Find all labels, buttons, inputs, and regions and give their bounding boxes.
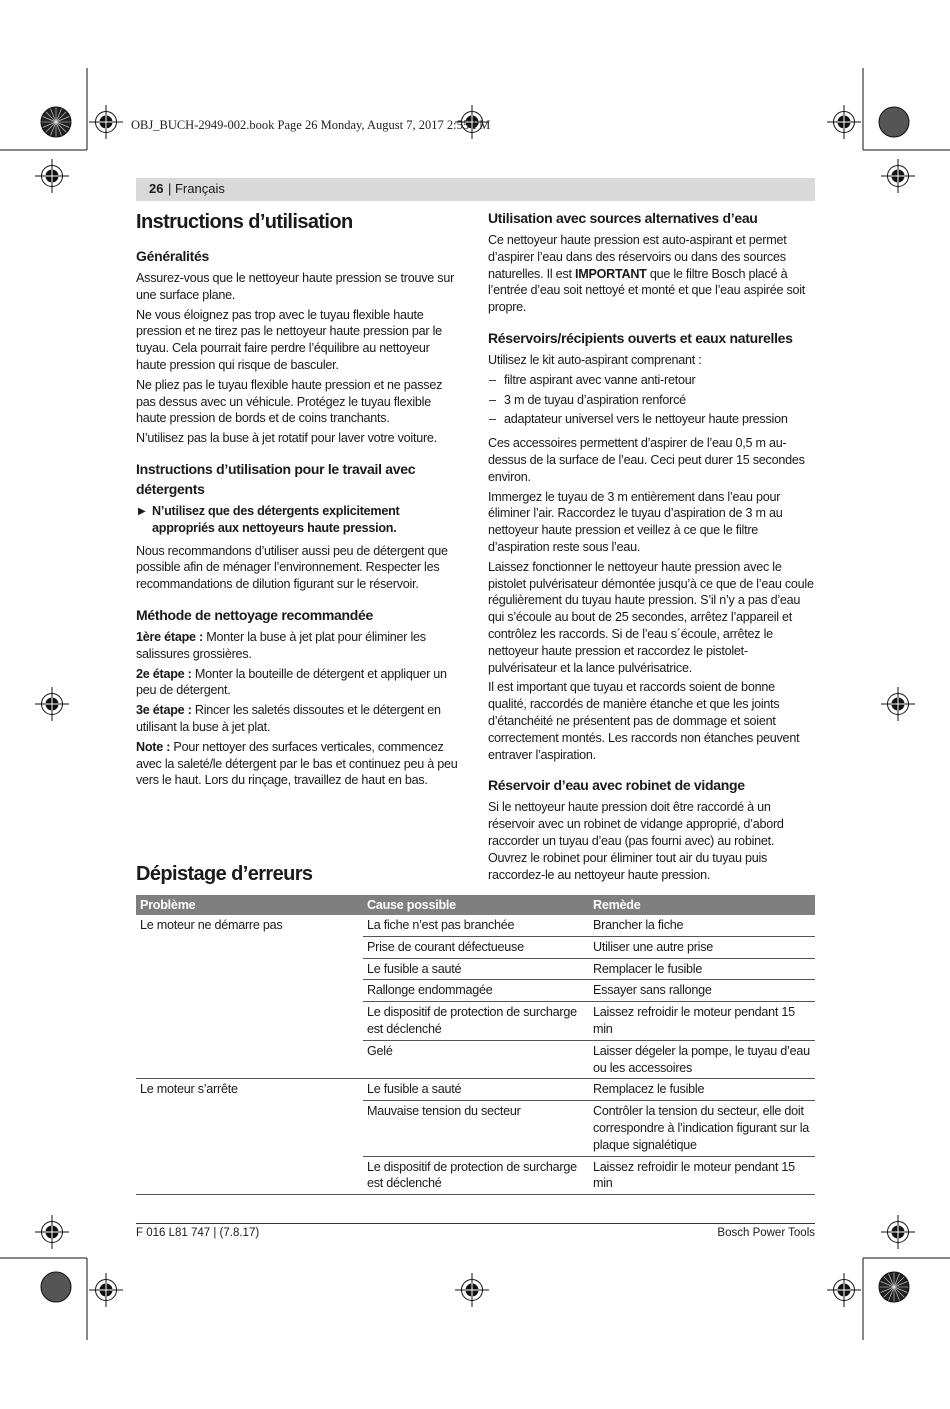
heading-robinet: Réservoir d’eau avec robinet de vidange — [488, 777, 745, 794]
left-column — [136, 204, 463, 792]
important-text: IMPORTANT — [574, 266, 647, 281]
warning-text: N’utilisez que des détergents explicitement appropriés aux nettoyeurs haute pression. — [152, 503, 400, 535]
paragraph: Si le nettoyeur haute pression doit être raccordé à un réservoir avec un robinet de vidange approprié, d’abord raccorder un tuyau d’eau (pas fourni avec) au robinet. Ouvrez le robinet pour éliminer tout air du tuyau puis raccordez-le au nettoyeur haute pression. — [488, 800, 784, 882]
triangle-bullet-icon: ▶ — [138, 505, 146, 517]
list-item-text: 3 m de tuyau d’aspiration renforcé — [504, 392, 686, 407]
list-item-text: adaptateur universel vers le nettoyeur haute pression — [504, 412, 788, 427]
text-run: que le filtre Bosch placé à l’entrée d’eau soit nettoyé et monté et que l’eau aspirée soit propre. — [488, 266, 806, 315]
list-item-text: filtre aspirant avec vanne anti-retour — [504, 372, 696, 387]
cause-cell: Le fusible a sauté — [363, 1079, 589, 1101]
header-problem: Problème — [136, 895, 363, 915]
paragraph: Ne vous éloignez pas trop avec le tuyau flexible haute pression et ne tirez pas le nettoyeur haute pression par le tuyau. Cela pourrait faire perdre l’équilibre au nettoyeur haute pression qui risque de basculer. — [136, 307, 442, 372]
heading-detergents: Instructions d’utilisation pour le travail avec détergents — [136, 460, 416, 497]
cause-cell: Rallonge endommagée — [363, 980, 589, 1002]
remedy-cell: Laissez refroidir le moteur pendant 15 min — [589, 1156, 815, 1195]
page-language: | Français — [168, 181, 225, 196]
step-1 — [136, 629, 463, 663]
section-title-troubleshooting: Dépistage d’erreurs — [136, 863, 313, 885]
troubleshooting-table — [136, 895, 815, 1195]
paragraph — [488, 232, 815, 316]
remedy-cell: Remplacer le fusible — [589, 958, 815, 980]
remedy-cell: Laissez refroidir le moteur pendant 15 min — [589, 1002, 815, 1041]
cause-cell: Gelé — [363, 1040, 589, 1079]
remedy-cell: Essayer sans rallonge — [589, 980, 815, 1002]
heading-alt-sources: Utilisation avec sources alternatives d’eau — [488, 210, 758, 226]
print-header: OBJ_BUCH-2949-002.book Page 26 Monday, August 7, 2017 2:55 PM — [131, 118, 491, 132]
header-cause: Cause possible — [363, 895, 589, 915]
page-number: 26 — [149, 181, 164, 196]
cause-cell: Mauvaise tension du secteur — [363, 1101, 589, 1156]
list-item — [488, 372, 815, 389]
section-title-instructions: Instructions d’utilisation — [136, 211, 353, 233]
footer-rule — [136, 1223, 815, 1224]
paragraph: N’utilisez pas la buse à jet rotatif pour laver votre voiture. — [136, 431, 437, 446]
dash-bullet: – — [489, 372, 496, 387]
remedy-cell: Remplacez le fusible — [589, 1079, 815, 1101]
paragraph: Immergez le tuyau de 3 m entièrement dans l’eau pour éliminer l’air. Raccordez le tuyau d’aspiration de 3 m au nettoyeur haute pression et veillez à ce que le filtre d’aspiration reste sous l’eau. — [488, 489, 783, 554]
step-label: 3e étape : — [136, 703, 192, 718]
text-run: Ce nettoyeur haute pression est auto-aspirant et permet d’aspirer l’eau dans des réservoirs ou dans des sources naturelles. Il est — [488, 233, 787, 281]
problem-cell: Le moteur s’arrête — [136, 1079, 363, 1195]
remedy-cell: Contrôler la tension du secteur, elle doit correspondre à l’indication figurant sur la plaque signalétique — [589, 1101, 815, 1156]
table-row — [136, 1079, 815, 1101]
step-text: Rincer les saletés dissoutes et le détergent en utilisant la buse à jet plat. — [136, 703, 441, 734]
heading-methode: Méthode de nettoyage recommandée — [136, 606, 374, 623]
header-remedy: Remède — [589, 895, 815, 915]
paragraph: Ces accessoires permettent d’aspirer de l’eau 0,5 m au-dessus de la surface de l’eau. Ceci peut durer 15 secondes environ. — [488, 436, 805, 484]
right-column — [488, 208, 815, 886]
note — [136, 739, 463, 789]
table-header-row — [136, 895, 815, 915]
paragraph: Laissez fonctionner le nettoyeur haute pression avec le pistolet pulvérisateur démontée jusqu’à ce que de l’eau coule régulièrement du tuyau haute pression. S’il n’y a pas d’eau qui s’écoule au bout de 25 secondes, arrêtez l’appareil et contrôlez les raccords. Si de l’eau s´écoule, arrêtez le nettoyeur haute pression et raccordez le pistolet-pulvérisateur et la lance pulvérisatrice. — [488, 559, 814, 675]
remedy-cell: Utiliser une autre prise — [589, 936, 815, 958]
step-3 — [136, 702, 463, 736]
cause-cell: Le dispositif de protection de surcharge est déclenché — [363, 1002, 589, 1041]
paragraph: Utilisez le kit auto-aspirant comprenant : — [488, 352, 702, 367]
step-text: Monter la bouteille de détergent et appliquer un peu de détergent. — [136, 666, 447, 698]
note-label: Note : — [136, 739, 171, 754]
list-item — [488, 411, 815, 428]
problem-cell: Le moteur ne démarre pas — [136, 915, 363, 1079]
paragraph: Assurez-vous que le nettoyeur haute pression se trouve sur une surface plane. — [136, 271, 455, 302]
cause-cell: Le fusible a sauté — [363, 958, 589, 980]
cause-cell: La fiche n’est pas branchée — [363, 915, 589, 936]
step-label: 1ère étape : — [136, 629, 204, 644]
footer-brand: Bosch Power Tools — [717, 1227, 815, 1239]
remedy-cell: Brancher la fiche — [589, 915, 815, 936]
note-text: Pour nettoyer des surfaces verticales, commencez avec la saleté/le détergent par le bas et continuez peu à peu vers le haut. Lors du rinçage, travaillez de haut en bas. — [136, 739, 458, 788]
remedy-cell: Laisser dégeler la pompe, le tuyau d’eau ou les accessoires — [589, 1040, 815, 1079]
paragraph: Nous recommandons d’utiliser aussi peu de détergent que possible afin de ménager l’environnement. Respecter les recommandations de dilution figurant sur le réservoir. — [136, 543, 448, 592]
step-label: 2e étape : — [136, 666, 192, 681]
dash-bullet: – — [489, 412, 496, 427]
kit-list — [488, 372, 815, 428]
footer-document-id: F 016 L81 747 | (7.8.17) — [136, 1227, 260, 1239]
step-2 — [136, 666, 463, 700]
table-row — [136, 915, 815, 936]
list-item — [488, 392, 815, 409]
cause-cell: Le dispositif de protection de surcharge est déclenché — [363, 1156, 589, 1195]
warning-item — [136, 503, 463, 537]
dash-bullet: – — [489, 392, 496, 407]
heading-reservoirs: Réservoirs/récipients ouverts et eaux naturelles — [488, 329, 793, 346]
paragraph: Il est important que tuyau et raccords soient de bonne qualité, raccordés de manière étanche et que les joints d’étanchéité ne présentent pas de dommage et soient correctement montés. Les raccords non étanches peuvent entraver l’aspiration. — [488, 680, 800, 762]
cause-cell: Prise de courant défectueuse — [363, 936, 589, 958]
step-text: Monter la buse à jet plat pour éliminer les salissures grossières. — [136, 629, 426, 661]
heading-generalites: Généralités — [136, 248, 209, 264]
paragraph: Ne pliez pas le tuyau flexible haute pression et ne passez pas dessus avec un véhicule. Protégez le tuyau flexible haute pression de bords et de coins tranchants. — [136, 377, 443, 426]
page-band — [136, 178, 815, 201]
